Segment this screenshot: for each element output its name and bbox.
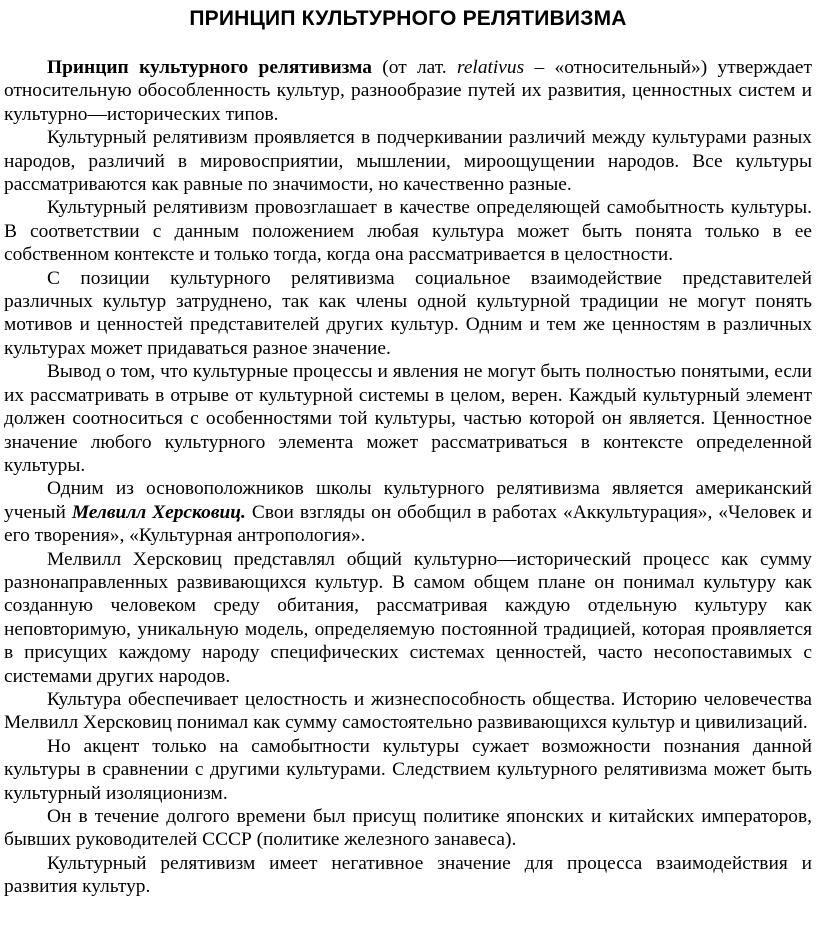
document-body — [4, 56, 812, 899]
paragraph: Он в течение долгого времени был присущ политике японских и китайских императоров, бывших руководителей СССР (политике железного занавеса). — [4, 806, 812, 851]
paragraph-text: Одним из основоположников школы культурного релятивизма является американский ученый — [4, 478, 812, 523]
paragraph: Вывод о том, что культурные процессы и явления не могут быть полностью понятыми, если их рассматривать в отрыве от культурной системы в целом, верен. Каждый культурный элемент должен соотноситься с особенностями той культуры, частью которой он является. Ценностное значение любого культурного элемента может рассматриваться в контексте определенной культуры. — [4, 361, 812, 476]
person-name: Мелвилл Херсковиц. — [71, 501, 246, 523]
paragraph-text: Свои взгляды он обобщил в работах «Аккультурация», «Человек и его творения», «Культурная антропология». — [4, 501, 812, 547]
paragraph: Культурный релятивизм провозглашает в качестве определяющей самобытность культуры. В соответствии с данным положением любая культура может быть понята только в ее собственном контексте и только тогда, когда она рассматривается в целостности. — [4, 197, 812, 266]
term-cultural-relativism: Принцип культурного релятивизма — [47, 57, 372, 78]
paragraph-definition — [4, 56, 812, 126]
paragraph: С позиции культурного релятивизма социальное взаимодействие представителей различных культур затруднено, так как члены одной культурной традиции не могут понять мотивов и ценностей представителей других культур. Одним и тем же ценностям в различных культурах может придаваться разное значение. — [4, 267, 812, 359]
paragraph: Культурный релятивизм имеет негативное значение для процесса взаимодействия и развития культур. — [4, 852, 812, 898]
paragraph: Мелвилл Херсковиц представлял общий культурно—исторический процесс как сумму разнонаправленных развивающихся культур. В самом общем плане он понимал культуру как созданную человеком среду обитания, рассматривая каждую отдельную культуру как неповторимую, уникальную модель, определяемую постоянной традицией, которая проявляется в присущих каждому народу специфических системах ценностей, часто несопоставимых с системами других народов. — [4, 548, 812, 687]
paragraph-text: (от лат. — [371, 57, 457, 78]
latin-term: relativus — [457, 57, 525, 78]
page-title: ПРИНЦИП КУЛЬТУРНОГО РЕЛЯТИВИЗМА — [189, 7, 627, 30]
paragraph: Культура обеспечивает целостность и жизнеспособность общества. Историю человечества Мелвилл Херсковиц понимал как сумму самостоятельно развивающихся культур и цивилизаций. — [4, 688, 812, 734]
paragraph: Но акцент только на самобытности культуры сужает возможности познания данной культуры в сравнении с другими культурами. Следствием культурного релятивизма может быть культурный изоляционизм. — [4, 735, 812, 804]
paragraph-herskovits — [4, 477, 812, 547]
paragraph: Культурный релятивизм проявляется в подчеркивании различий между культурами разных народов, различий в мировосприятии, мышлении, мироощущении народов. Все культуры рассматриваются как равные по значимости, но качественно разные. — [4, 127, 812, 196]
paragraph-text: – «относительный») утверждает относительную обособленность культур, разнообразие путей их развития, ценностных систем и культурно—исторических типов. — [4, 57, 813, 125]
